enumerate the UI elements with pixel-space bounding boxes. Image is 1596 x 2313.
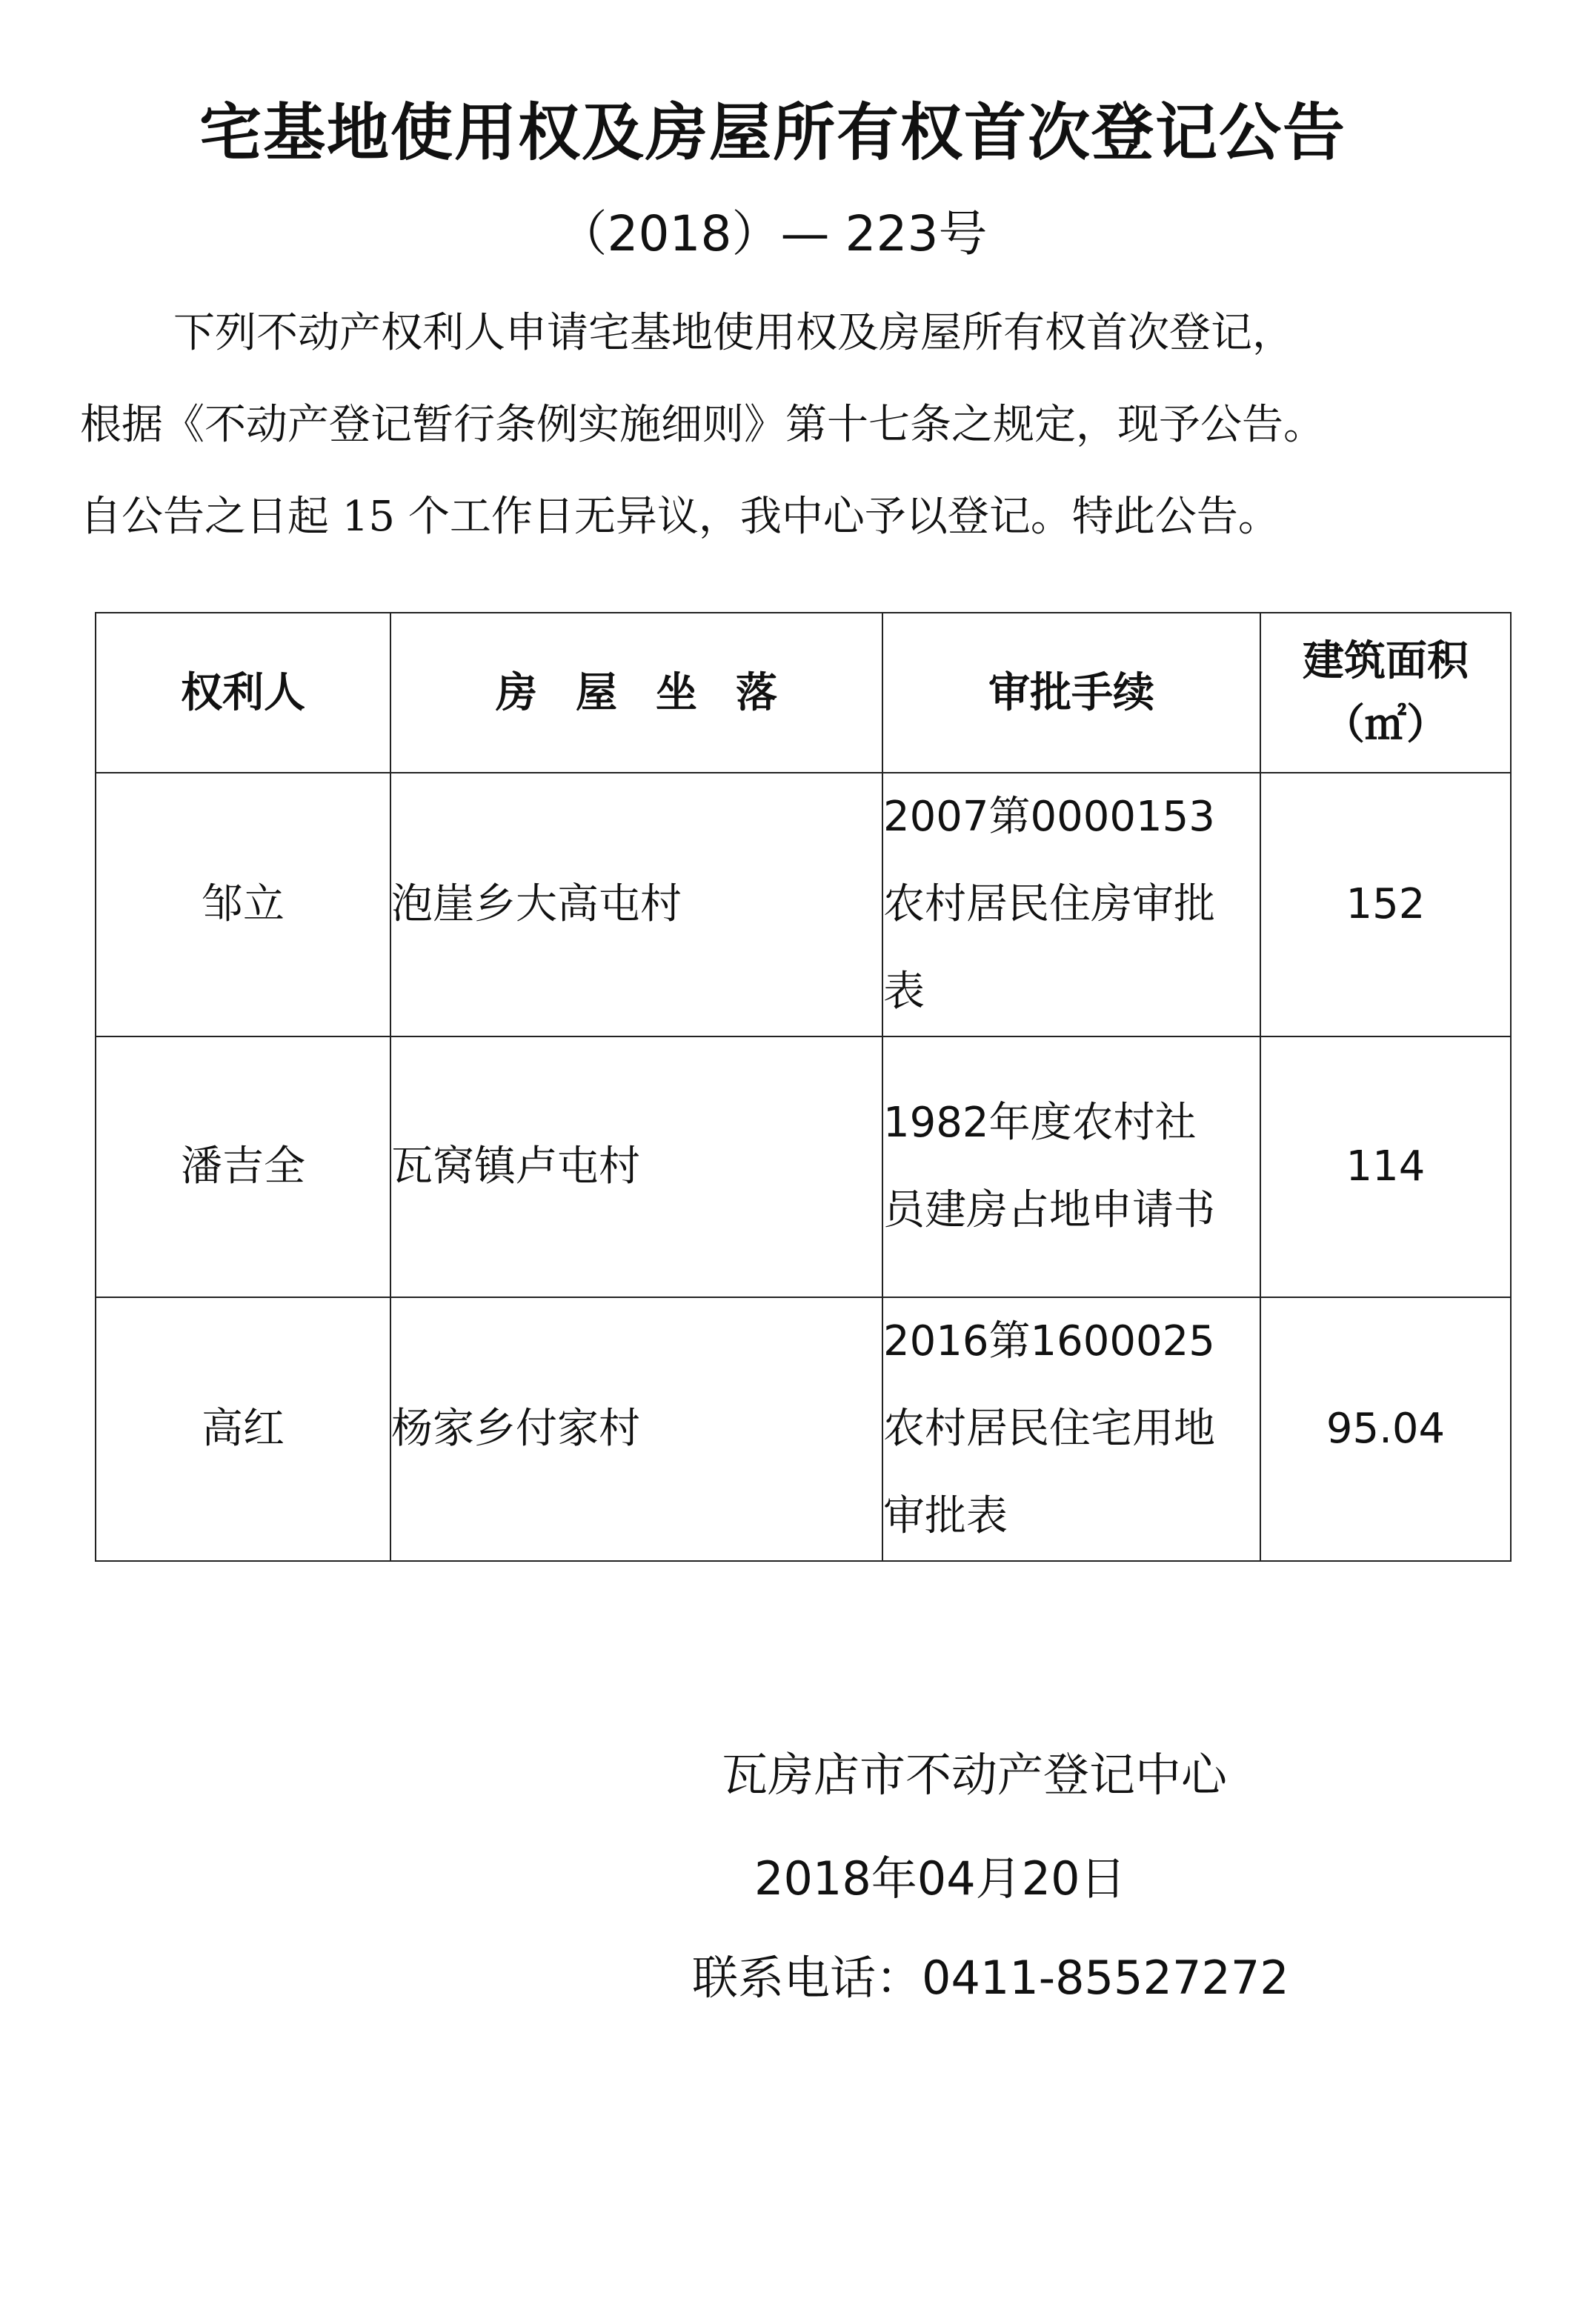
intro-line: 根据《不动产登记暂行条例实施细则》第十七条之规定，现予公告。 bbox=[80, 401, 1325, 449]
cell-owner: 潘吉全 bbox=[96, 1036, 390, 1297]
cell-approval: 1982年度农村社员建房占地申请书 bbox=[882, 1036, 1260, 1297]
table-row bbox=[96, 773, 1511, 1036]
cell-location: 泡崖乡大高屯村 bbox=[390, 773, 882, 1036]
contact-phone: 联系电话：0411-85527272 bbox=[692, 1951, 1289, 2005]
intro-line: 自公告之日起 15 个工作日无异议，我中心予以登记。特此公告。 bbox=[80, 493, 1280, 541]
cell-owner: 高红 bbox=[96, 1297, 390, 1561]
intro-paragraph bbox=[80, 287, 1577, 563]
header-area-line1: 建筑面积 bbox=[1303, 636, 1469, 685]
header-area-line2: （㎡） bbox=[1323, 700, 1448, 749]
cell-approval: 2007第0000153农村居民住房审批表 bbox=[882, 773, 1260, 1036]
header-area bbox=[1260, 613, 1511, 773]
header-owner: 权利人 bbox=[96, 613, 390, 773]
header-approval: 审批手续 bbox=[882, 613, 1260, 773]
table-header-row bbox=[96, 613, 1511, 773]
notice-title: 宅基地使用权及房屋所有权首次登记公告 bbox=[199, 96, 1346, 169]
cell-area: 95.04 bbox=[1260, 1297, 1511, 1561]
table-row bbox=[96, 1297, 1511, 1561]
cell-location: 瓦窝镇卢屯村 bbox=[390, 1036, 882, 1297]
cell-location: 杨家乡付家村 bbox=[390, 1297, 882, 1561]
intro-line: 下列不动产权利人申请宅基地使用权及房屋所有权首次登记， bbox=[173, 309, 1294, 357]
registry-table bbox=[95, 612, 1512, 1562]
cell-area: 152 bbox=[1260, 773, 1511, 1036]
header-location: 房屋坐落 bbox=[390, 613, 882, 773]
table-row bbox=[96, 1036, 1511, 1297]
cell-approval: 2016第1600025农村居民住宅用地审批表 bbox=[882, 1297, 1260, 1561]
issue-date: 2018年04月20日 bbox=[754, 1851, 1126, 1906]
issuing-organization: 瓦房店市不动产登记中心 bbox=[722, 1748, 1228, 1802]
cell-owner: 邹立 bbox=[96, 773, 390, 1036]
notice-number: （2018）— 223号 bbox=[558, 205, 988, 262]
cell-area: 114 bbox=[1260, 1036, 1511, 1297]
